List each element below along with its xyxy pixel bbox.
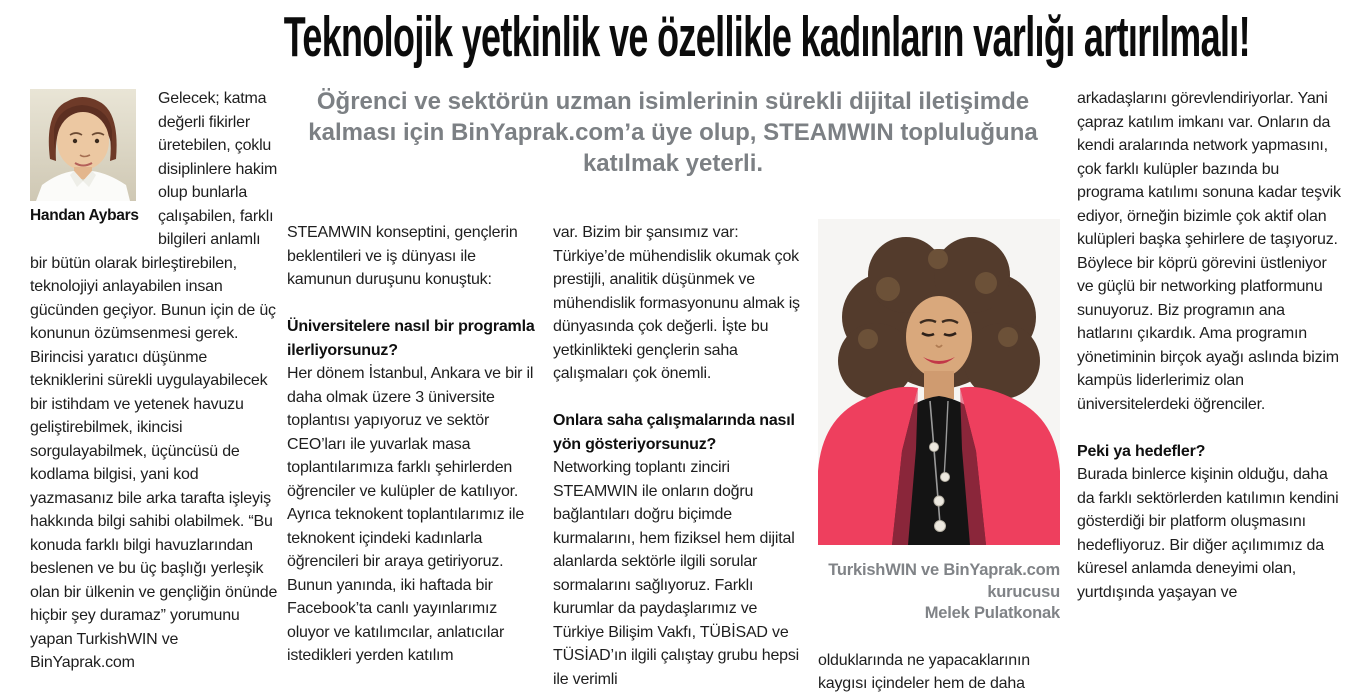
column-intro — [30, 87, 278, 694]
lead-paragraph: STEAMWIN konseptini, gençlerin beklentileri ve iş dünyası ile kamunun duruşunu konuştuk: — [287, 224, 518, 288]
intro-paragraph: Gelecek; katma değerli fikirler üretebilen, çoklu disiplinlere hakim olup bunlarla çalışabilen, farklı bilgileri anlamlı bir bütün olarak birleştirebilen, teknolojiyi anlayabilen insan gücünden geçiyor. Bunun için de üç konunun özümsenmesi gerek. Birincisi yaratıcı düşünme tekniklerini sürekli uygulayabilecek bir istihdam ve yetenek havuzu geliştirebilmek, ikincisi sorgulayabilmek, üçüncüsü de kodlama bilgisi, yani kod yazmasanız bile arka tarafta işleyiş hakkında bilgi sahibi olabilmek. “Bu konuda farklı bilgi havuzlarından beslenen ve bu üç başlığı yerleşik olan bir ülkenin ve gençliğin önünde hiçbir şey duramaz” yorumunu yapan TurkishWIN ve BinYaprak.com — [30, 90, 278, 671]
question-3: Peki ya hedefler? — [1077, 442, 1206, 460]
column-5 — [1077, 87, 1341, 694]
column-2 — [287, 221, 536, 694]
column-photo — [818, 219, 1060, 694]
answer-1: Her dönem İstanbul, Ankara ve bir il daha olmak üzere 3 üniversite toplantısı yapıyoruz ve sektör CEO’ları ile yuvarlak masa toplantılarımıza farklı şehirlerden öğrenciler ve kulüpler de katılıyor. Ayrıca teknokent toplantılarımız ile teknokent içindeki kadınlarla öğrencileri bir araya getiriyoruz. Bunun yanında, iki haftada bir Facebook’ta canlı yayınlarımız oluyor ve katılımcılar, anlatıcılar istedikleri yerden katılım — [287, 365, 534, 664]
author-photo-image — [30, 89, 136, 201]
answer-3: Burada binlerce kişinin olduğu, daha da farklı sektörlerden katılımın kendini gösterdiği bir platform oluşmasını hedefliyoruz. Bir diğer açılımımız da küresel anlamda deneyimi olan, yurtdışında yaşayan ve — [1077, 466, 1339, 601]
answer-continued: arkadaşlarını görevlendiriyorlar. Yani çapraz katılım imkanı var. Onların da kendi aralarında network yapmasını, çok farklı kulüpler bazında bu programa katılımı sonuna kadar teşvik ediyor, örneğin bizimle çok aktif olan kulüpleri başka şehirlere de taşıyoruz. Böylece bir köprü görevini üstleniyor ve güçlü bir networking platformunu sunuyoruz. Biz programın ana hatlarını çıkardık. Ama programın yönetiminin birçok ayağı aslında bizim kampüs liderlerimiz olan üniversitelerdeki öğrenciler. — [1077, 90, 1341, 413]
author-box — [30, 89, 148, 228]
photo-caption — [818, 560, 1060, 625]
caption-name: Melek Pulatkonak — [924, 604, 1060, 622]
author-name: Handan Aybars — [30, 207, 139, 224]
question-2: Onlara saha çalışmalarında nasıl yön gösteriyorsunuz? — [553, 412, 795, 453]
question-1: Üniversitelere nasıl bir programla ilerliyorsunuz? — [287, 318, 535, 359]
headline: Teknolojik yetkinlik ve özellikle kadınların varlığı artırılmalı! — [283, 5, 1250, 69]
pull-quote: Öğrenci ve sektörün uzman isimlerinin sürekli dijital iletişimde kalması için BinYaprak.com’a üye olup, STEAMWIN topluluğuna katılmak yeterli. — [308, 88, 1038, 177]
answer-2-continued: olduklarında ne yapacaklarının kaygısı içindeler hem de daha — [818, 651, 1030, 692]
caption-role: kurucusu — [987, 582, 1060, 601]
answer-2: Networking toplantı zinciri STEAMWIN ile onların doğru bağlantıları doğru biçimde kurmalarını, hem fiziksel hem dijital alanlarda sektörle ilgili sorular sormalarını sağlıyoruz. Farklı kurumlar da paydaşlarımız ve Türkiye Bilişim Vakfı, TÜBİSAD ve TÜSİAD’ın ilgili çalıştay grubu hepsi ile verimli — [553, 459, 800, 688]
interviewee-photo-image — [818, 219, 1060, 545]
answer-1-continued: var. Bizim bir şansımız var: Türkiye’de mühendislik okumak çok prestijli, analitik düşünmek ve mühendislik formasyonunu almak iş dünyasında çok değerli. İşte bu yetkinlikteki gençlerin saha çalışmaları çok önemli. — [553, 224, 800, 382]
caption-organization: TurkishWIN ve BinYaprak.com — [828, 561, 1060, 579]
column-3 — [553, 221, 807, 694]
headline-container — [0, 5, 1359, 69]
